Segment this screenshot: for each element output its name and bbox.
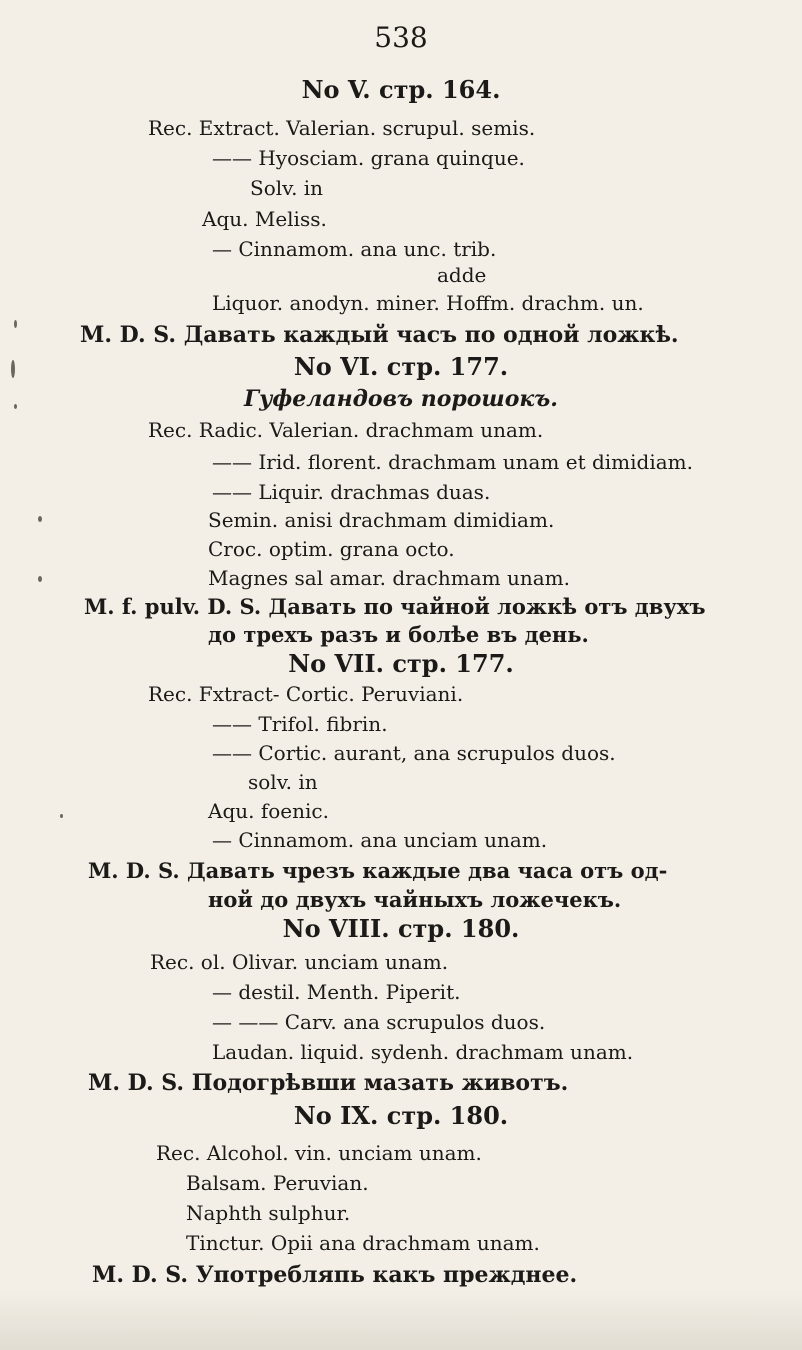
recipe-line: Rec. Alcohol. vin. unciam unam.: [156, 1141, 482, 1165]
recipe-line: Semin. anisi drachmam dimidiam.: [208, 508, 555, 532]
section-heading-vi: No VI. стр. 177.: [293, 352, 509, 381]
section-subtitle: Гуфеландовъ порошокъ.: [244, 386, 558, 412]
dosage-instruction: M. f. pulv. D. S. Давать по чайной ложкѣ отъ двухъ: [84, 594, 706, 619]
section-heading-vii: No VII. стр. 177.: [288, 649, 514, 678]
dosage-instruction: M. D. S. Давать каждый часъ по одной ложкѣ.: [80, 322, 679, 348]
dosage-instruction: ной до двухъ чайныхъ ложечекъ.: [208, 887, 622, 912]
recipe-line: Tinctur. Opii ana drachmam unam.: [186, 1231, 540, 1255]
recipe-line: Magnes sal amar. drachmam unam.: [208, 566, 570, 590]
recipe-line: — Cinnamom. ana unc. trib.: [212, 237, 497, 261]
page-bottom-edge: [0, 1290, 802, 1350]
recipe-line: adde: [437, 263, 487, 287]
ink-speck: [38, 576, 42, 582]
recipe-line: —— Hyosciam. grana quinque.: [212, 146, 525, 170]
section-heading-v: No V. стр. 164.: [301, 75, 501, 104]
ink-speck: [60, 814, 63, 818]
ink-speck: [14, 320, 17, 328]
recipe-line: Naphth sulphur.: [186, 1201, 351, 1225]
recipe-line: Aqu. foenic.: [208, 799, 329, 823]
recipe-line: Rec. Radic. Valerian. drachmam unam.: [148, 418, 544, 442]
recipe-line: Croc. optim. grana octo.: [208, 537, 455, 561]
recipe-line: Rec. ol. Olivar. unciam unam.: [150, 950, 449, 974]
dosage-instruction: M. D. S. Давать чрезъ каждые два часа отъ од-: [88, 858, 668, 883]
recipe-line: Rec. Fxtract- Cortic. Peruviani.: [148, 682, 464, 706]
recipe-line: — —— Carv. ana scrupulos duos.: [212, 1010, 546, 1034]
recipe-line: — destil. Menth. Piperit.: [212, 980, 461, 1004]
recipe-line: — Cinnamom. ana unciam unam.: [212, 828, 548, 852]
recipe-line: —— Cortic. aurant, ana scrupulos duos.: [212, 741, 616, 765]
recipe-line: Laudan. liquid. sydenh. drachmam unam.: [212, 1040, 634, 1064]
recipe-line: Solv. in: [250, 176, 324, 200]
recipe-line: Aqu. Meliss.: [202, 207, 327, 231]
ink-speck: [14, 404, 17, 409]
ink-speck: [38, 516, 42, 522]
recipe-line: solv. in: [248, 770, 318, 794]
dosage-instruction: до трехъ разъ и болѣе въ день.: [208, 622, 589, 647]
dosage-instruction: M. D. S. Употребляпь какъ прежднее.: [92, 1262, 578, 1288]
section-heading-viii: No VIII. стр. 180.: [282, 914, 520, 943]
recipe-line: Rec. Extract. Valerian. scrupul. semis.: [148, 116, 536, 140]
recipe-line: Balsam. Peruvian.: [186, 1171, 369, 1195]
page-number: 538: [374, 21, 428, 54]
recipe-line: —— Liquir. drachmas duas.: [212, 480, 491, 504]
recipe-line: Liquor. anodyn. miner. Hoffm. drachm. un.: [212, 291, 644, 315]
recipe-line: —— Irid. florent. drachmam unam et dimidiam.: [212, 450, 693, 474]
recipe-line: —— Trifol. fibrin.: [212, 712, 388, 736]
dosage-instruction: M. D. S. Подогрѣвши мазать животъ.: [88, 1070, 569, 1096]
ink-speck: [11, 360, 15, 378]
section-heading-ix: No IX. стр. 180.: [293, 1101, 509, 1130]
